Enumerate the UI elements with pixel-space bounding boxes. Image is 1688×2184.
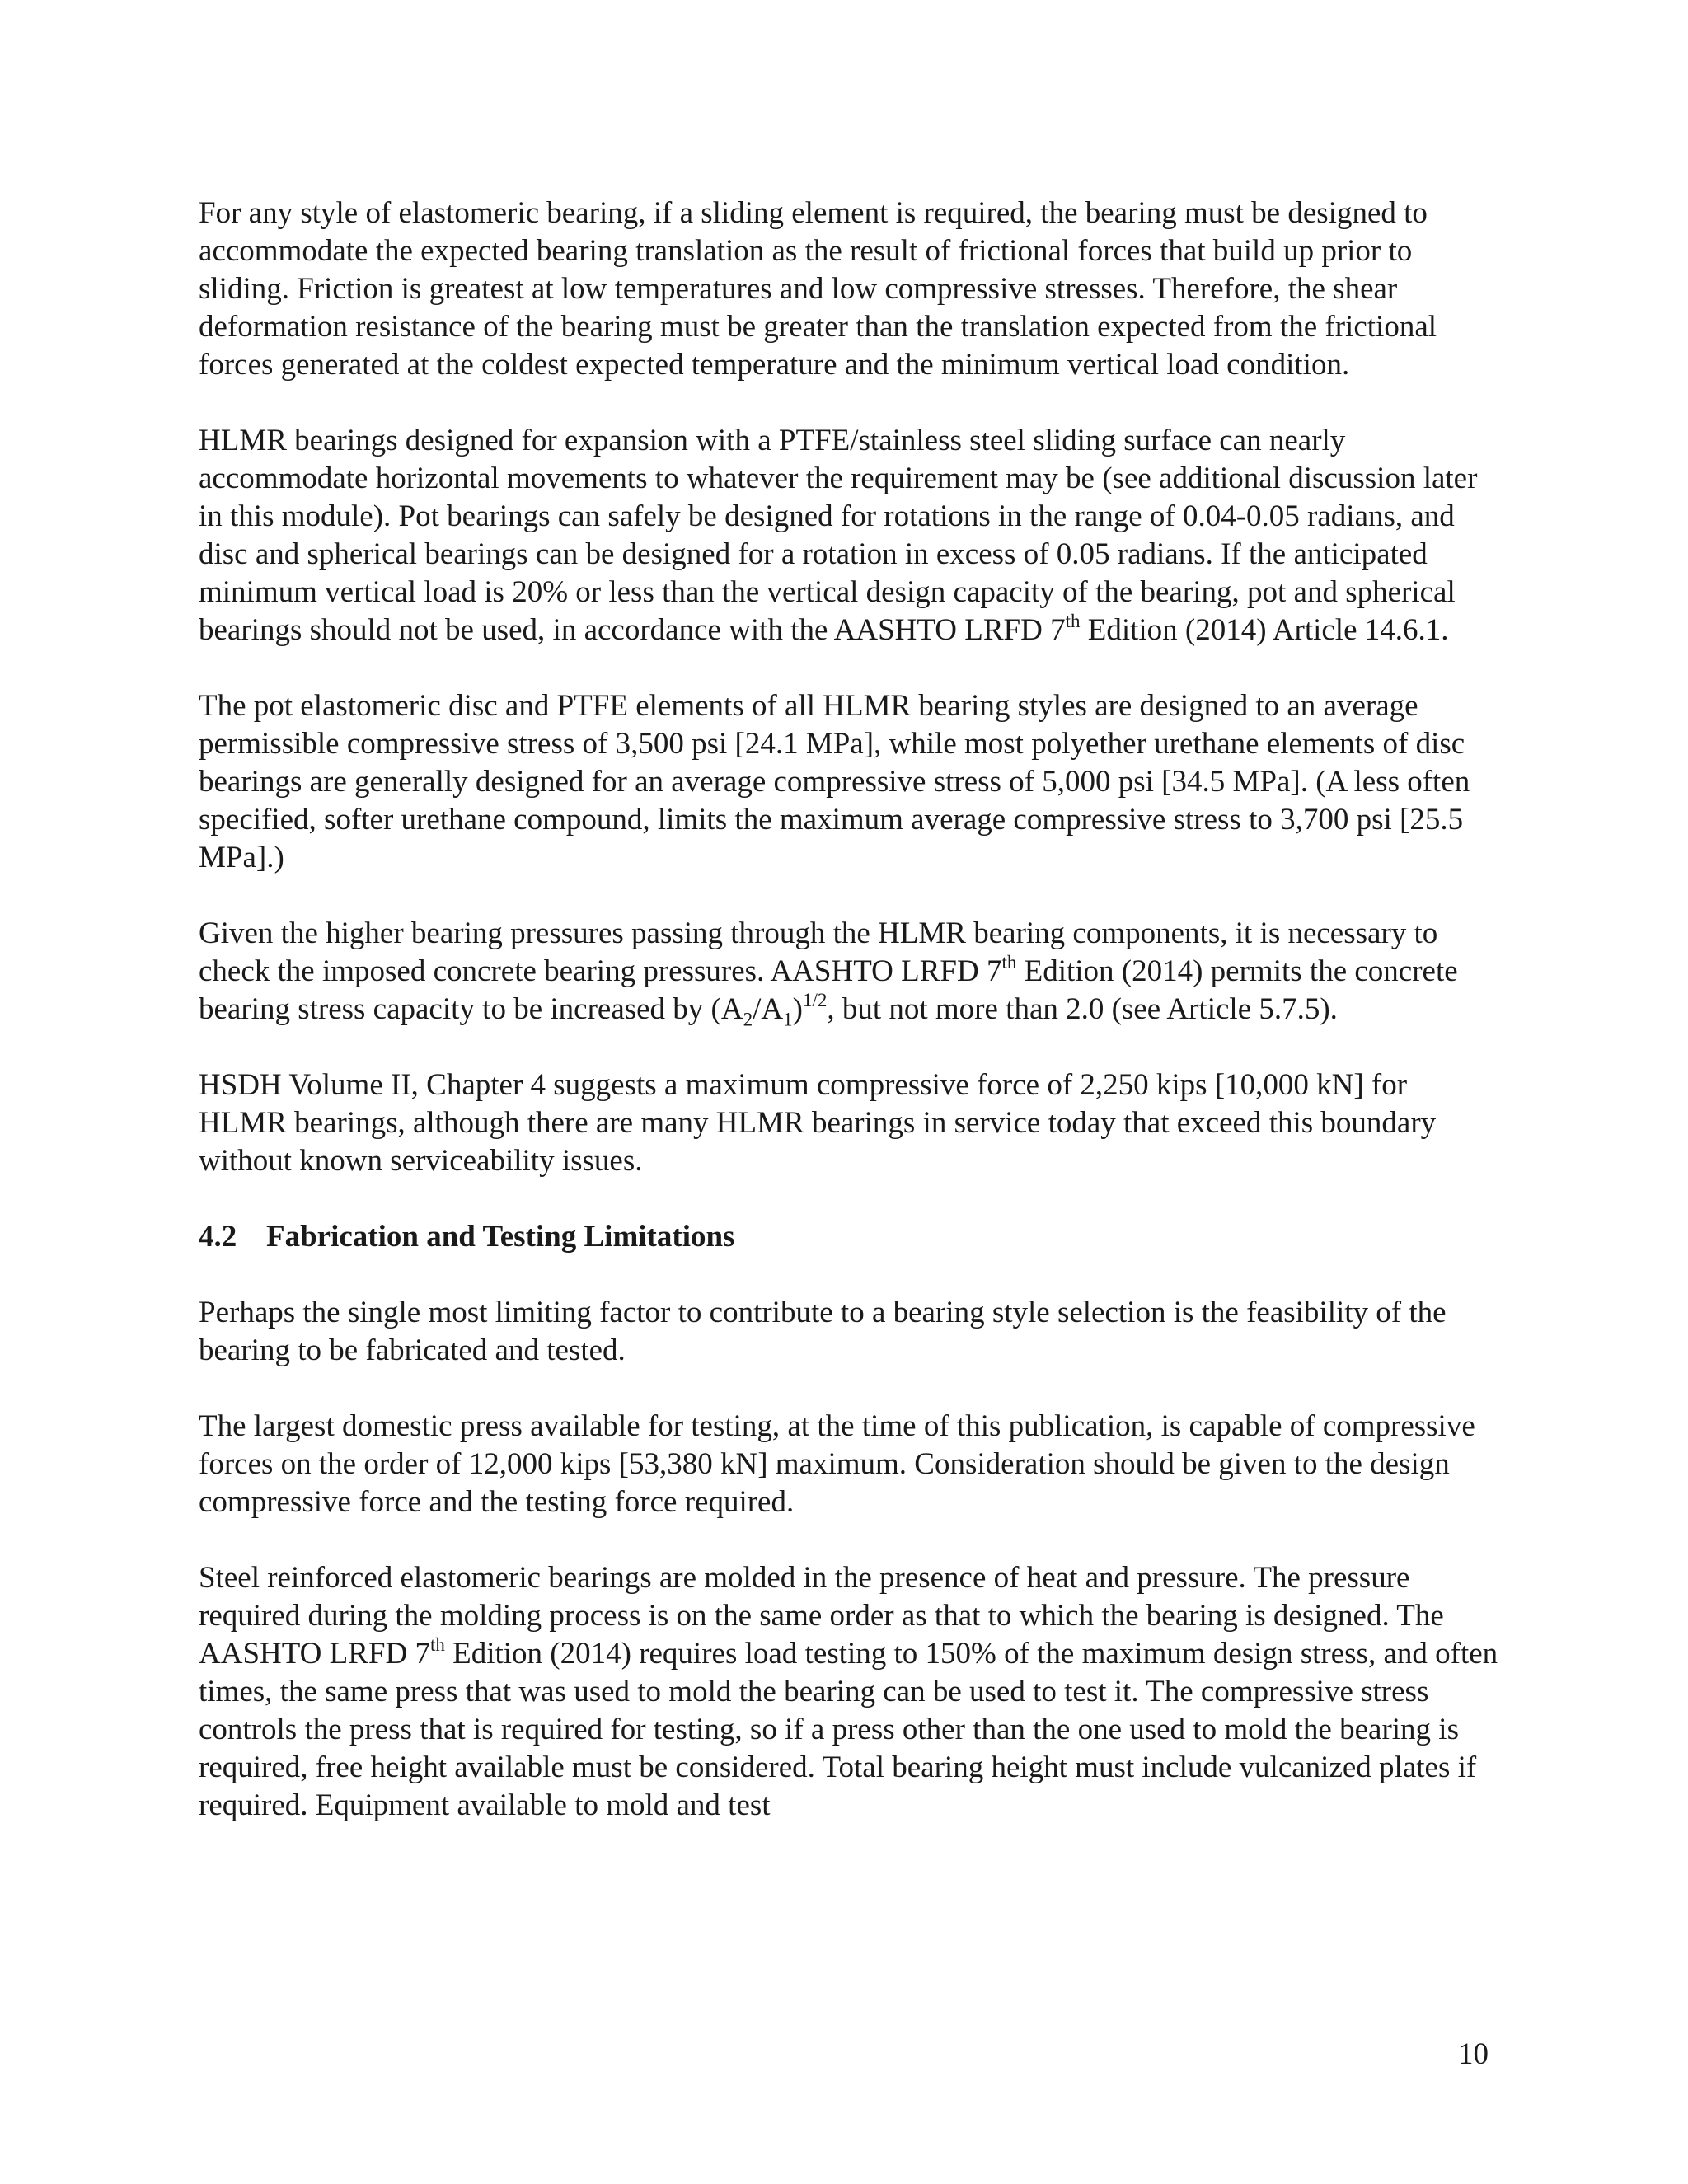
section-title: Fabrication and Testing Limitations [266,1220,735,1254]
paragraph-compressive-stress: The pot elastomeric disc and PTFE elements of all HLMR bearing styles are designed to an average permissible compressive stress of 3,500 psi [24.1 MPa], while most polyether urethane elements of disc bearings are generally designed for an average compressive stress of 5,000 psi [34.5 MPa]. (A less often specified, softer urethane compound, limits the maximum average compressive stress to 3,700 psi [25.5 MPa].) [199,689,1470,874]
text-run: Edition (2014) requires load testing to 150% of the maximum design stress, and often times, the same press that was used to mold the bearing can be used to test it. The compressive stress controls the press that is required for testing, so if a press other than the one used to mold the bearing is required, free height available must be considered. Total bearing height must include vulcanized plates if required. Equipment available to mold and test [199,1637,1498,1822]
paragraph-feasibility: Perhaps the single most limiting factor to contribute to a bearing style selection is the feasibility of the bearing to be fabricated and tested. [199,1296,1447,1367]
text-run: Edition (2014) permits the concrete bearing stress capacity to be increased by (A [199,954,1458,1026]
superscript: th [429,1633,445,1655]
text-run: Steel reinforced elastomeric bearings are molded in the presence of heat and pressure. The pressure required during the molding process is on the same order as that to which the bearing is designed. The AASHTO LRFD 7 [199,1561,1444,1671]
page-number: 10 [1458,2037,1489,2071]
paragraph-testing-press: The largest domestic press available for testing, at the time of this publication, is capable of compressive forces on the order of 12,000 kips [53,380 kN] maximum. Consideration should be given to the design compressive force and the testing force required. [199,1409,1475,1519]
superscript: 1/2 [802,989,828,1010]
section-number: 4.2 [199,1220,237,1254]
text-run: , but not more than 2.0 (see Article 5.7.5). [827,992,1338,1026]
paragraph-hlmr-expansion [199,422,1501,649]
subscript: 1 [783,1009,793,1030]
superscript: th [1065,610,1081,631]
subscript: 2 [743,1009,753,1030]
text-run: Edition (2014) Article 14.6.1. [1080,613,1449,647]
text-run: HLMR bearings designed for expansion with a PTFE/stainless steel sliding surface can nearly accommodate horizontal movements to whatever the requirement may be (see additional discussion later in this module). Pot bearings can safely be designed for rotations in the range of 0.04-0.05 radians, and disc and spherical bearings can be designed for a rotation in excess of 0.05 radians. If the anticipated minimum vertical load is 20% or less than the vertical design capacity of the bearing, pot and spherical bearings should not be used, in accordance with the AASHTO LRFD 7 [199,424,1478,647]
text-run: Given the higher bearing pressures passing through the HLMR bearing components, it is necessary to check the imposed concrete bearing pressures. AASHTO LRFD 7 [199,916,1438,988]
paragraph-concrete-pressure [199,915,1501,1029]
section-heading [199,1218,1501,1256]
document-body [199,194,1501,1863]
paragraph-molding [199,1559,1501,1825]
text-run: ) [792,992,803,1026]
paragraph-sliding-element: For any style of elastomeric bearing, if a sliding element is required, the bearing must be designed to accommodate the expected bearing translation as the result of frictional forces that build up prior to sliding. Friction is greatest at low temperatures and low compressive stresses. Therefore, the shear deformation resistance of the bearing must be greater than the translation expected from the frictional forces generated at the coldest expected temperature and the minimum vertical load condition. [199,196,1437,382]
text-run: /A [753,992,784,1026]
paragraph-hsdh-limit: HSDH Volume II, Chapter 4 suggests a maximum compressive force of 2,250 kips [10,000 kN] for HLMR bearings, although there are many HLMR bearings in service today that exceed this boundary without known serviceability issues. [199,1068,1437,1178]
superscript: th [1001,951,1017,972]
